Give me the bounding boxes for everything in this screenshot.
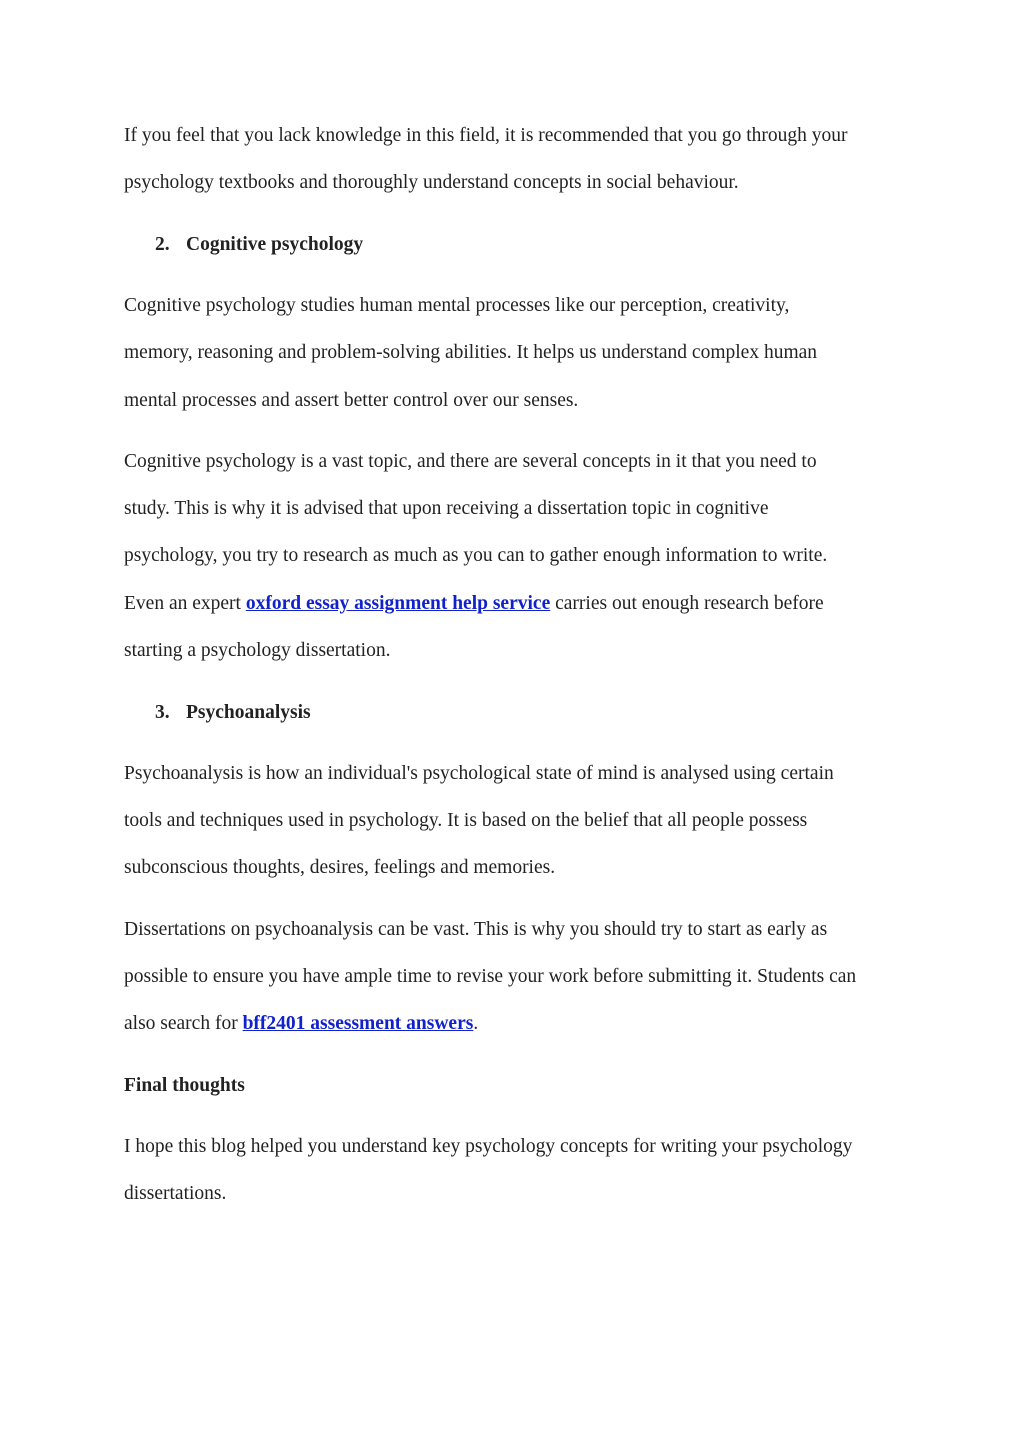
section-2-para-2-line-4 bbox=[124, 592, 824, 616]
line-text: . bbox=[473, 1013, 479, 1034]
line-text: Even an expert bbox=[124, 593, 246, 614]
section-2-para-2-line-1: Cognitive psychology is a vast topic, and there are several concepts in it that you need to bbox=[124, 451, 817, 472]
intro-line-2: psychology textbooks and thoroughly understand concepts in social behaviour. bbox=[124, 172, 739, 193]
final-thoughts-heading: Final thoughts bbox=[124, 1075, 245, 1096]
section-2-para-2-line-5: starting a psychology dissertation. bbox=[124, 640, 391, 661]
line-text: carries out enough research before bbox=[550, 593, 824, 614]
section-2-para-1-line-2: memory, reasoning and problem-solving abilities. It helps us understand complex human bbox=[124, 342, 818, 363]
section-3-heading bbox=[155, 701, 311, 725]
bff2401-answers-link[interactable]: bff2401 assessment answers bbox=[242, 1013, 474, 1034]
section-2-para-1-line-1: Cognitive psychology studies human mental processes like our perception, creativity, bbox=[124, 295, 790, 316]
section-2-title: Cognitive psychology bbox=[186, 234, 364, 255]
final-line-1: I hope this blog helped you understand key psychology concepts for writing your psychology bbox=[124, 1136, 853, 1157]
section-3-para-2-line-1: Dissertations on psychoanalysis can be vast. This is why you should try to start as early as bbox=[124, 919, 828, 940]
section-2-number: 2. bbox=[155, 234, 170, 255]
intro-line-1: If you feel that you lack knowledge in this field, it is recommended that you go through your bbox=[124, 125, 848, 146]
section-3-title: Psychoanalysis bbox=[186, 702, 311, 723]
section-3-para-2-line-2: possible to ensure you have ample time to revise your work before submitting it. Students can bbox=[124, 966, 857, 987]
section-2-para-1-line-3: mental processes and assert better control over our senses. bbox=[124, 390, 579, 411]
section-3-para-1-line-3: subconscious thoughts, desires, feelings and memories. bbox=[124, 857, 556, 878]
section-2-para-2-line-3: psychology, you try to research as much as you can to gather enough information to write. bbox=[124, 545, 828, 566]
section-2-para-2-line-2: study. This is why it is advised that upon receiving a dissertation topic in cognitive bbox=[124, 498, 769, 519]
section-3-para-1-line-2: tools and techniques used in psychology. It is based on the belief that all people possess bbox=[124, 810, 808, 831]
section-3-para-2-line-3 bbox=[124, 1012, 478, 1036]
line-text: also search for bbox=[124, 1013, 243, 1034]
final-line-2: dissertations. bbox=[124, 1183, 227, 1204]
section-2-heading bbox=[155, 233, 363, 257]
oxford-essay-link[interactable]: oxford essay assignment help service bbox=[245, 593, 551, 614]
section-3-number: 3. bbox=[155, 702, 170, 723]
section-3-para-1-line-1: Psychoanalysis is how an individual's psychological state of mind is analysed using certain bbox=[124, 763, 834, 784]
